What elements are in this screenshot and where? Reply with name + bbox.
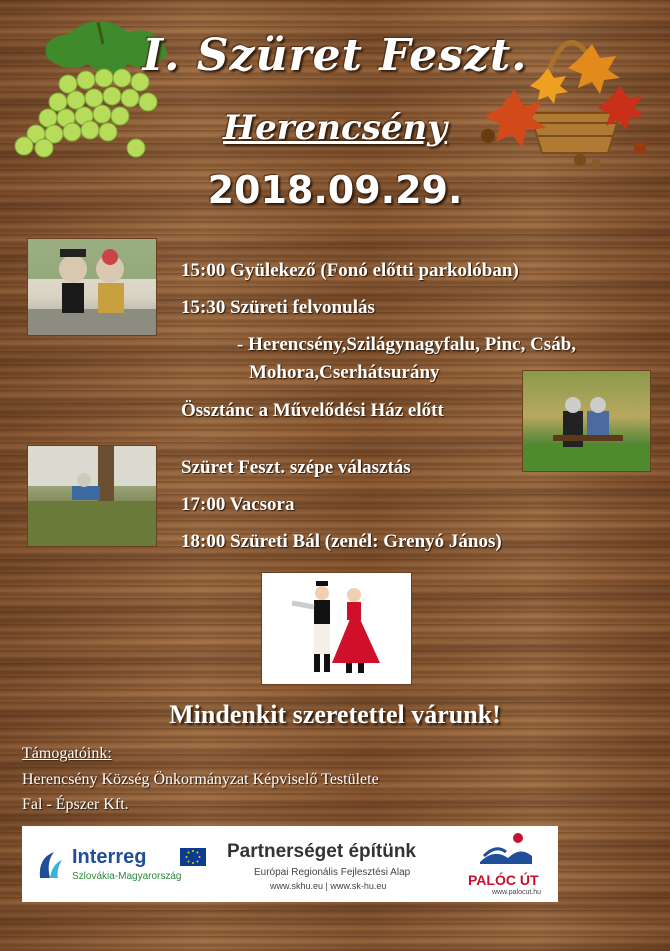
cornfield-scarecrows-photo — [522, 370, 651, 472]
garden-scarecrow-photo — [27, 445, 157, 547]
website-label: www.skhu.eu | www.sk-hu.eu — [270, 881, 387, 891]
interreg-logo-icon — [36, 848, 64, 882]
program-line-2: 15:30 Szüreti felvonulás — [181, 297, 375, 318]
sponsors-heading: Támogatóink: — [22, 745, 112, 762]
paloc-ut-label: PALÓC ÚT — [468, 872, 539, 888]
eu-flag-icon — [180, 848, 206, 866]
program-line-5: Össztánc a Művelődési Ház előtt — [181, 400, 444, 421]
interreg-subtitle: Szlovákia-Magyarország — [72, 871, 182, 882]
closing-message: Mindenkit szeretettel várunk! — [169, 700, 501, 729]
event-date: 2018.09.29. — [207, 168, 463, 212]
footer-logo-strip — [22, 826, 558, 902]
sponsor-item-1: Herencsény Község Önkormányzat Képviselő Testülete — [22, 771, 379, 788]
program-line-1: 15:00 Gyülekező (Fonó előtti parkolóban) — [181, 260, 519, 281]
program-line-8: 18:00 Szüreti Bál (zenél: Grenyó János) — [181, 531, 502, 552]
sponsor-item-2: Fal - Épszer Kft. — [22, 796, 129, 813]
festival-title: I. Szüret Feszt. — [142, 30, 528, 81]
paloc-ut-website: www.palocut.hu — [492, 889, 542, 896]
scarecrow-couple-photo — [27, 238, 157, 336]
program-line-7: 17:00 Vacsora — [181, 494, 295, 515]
place-name: Herencsény — [223, 108, 447, 148]
fund-label: Európai Regionális Fejlesztési Alap — [254, 867, 411, 878]
program-line-6: Szüret Feszt. szépe választás — [181, 457, 411, 478]
paloc-ut-logo-icon — [474, 832, 538, 870]
interreg-label: Interreg — [72, 846, 147, 868]
folk-dancers-photo — [261, 572, 412, 685]
partnership-label: Partnerséget építünk — [227, 841, 416, 862]
program-line-3: - Herencsény,Szilágynagyfalu, Pinc, Csáb, — [237, 334, 577, 355]
program-line-4: Mohora,Cserhátsurány — [249, 362, 440, 383]
